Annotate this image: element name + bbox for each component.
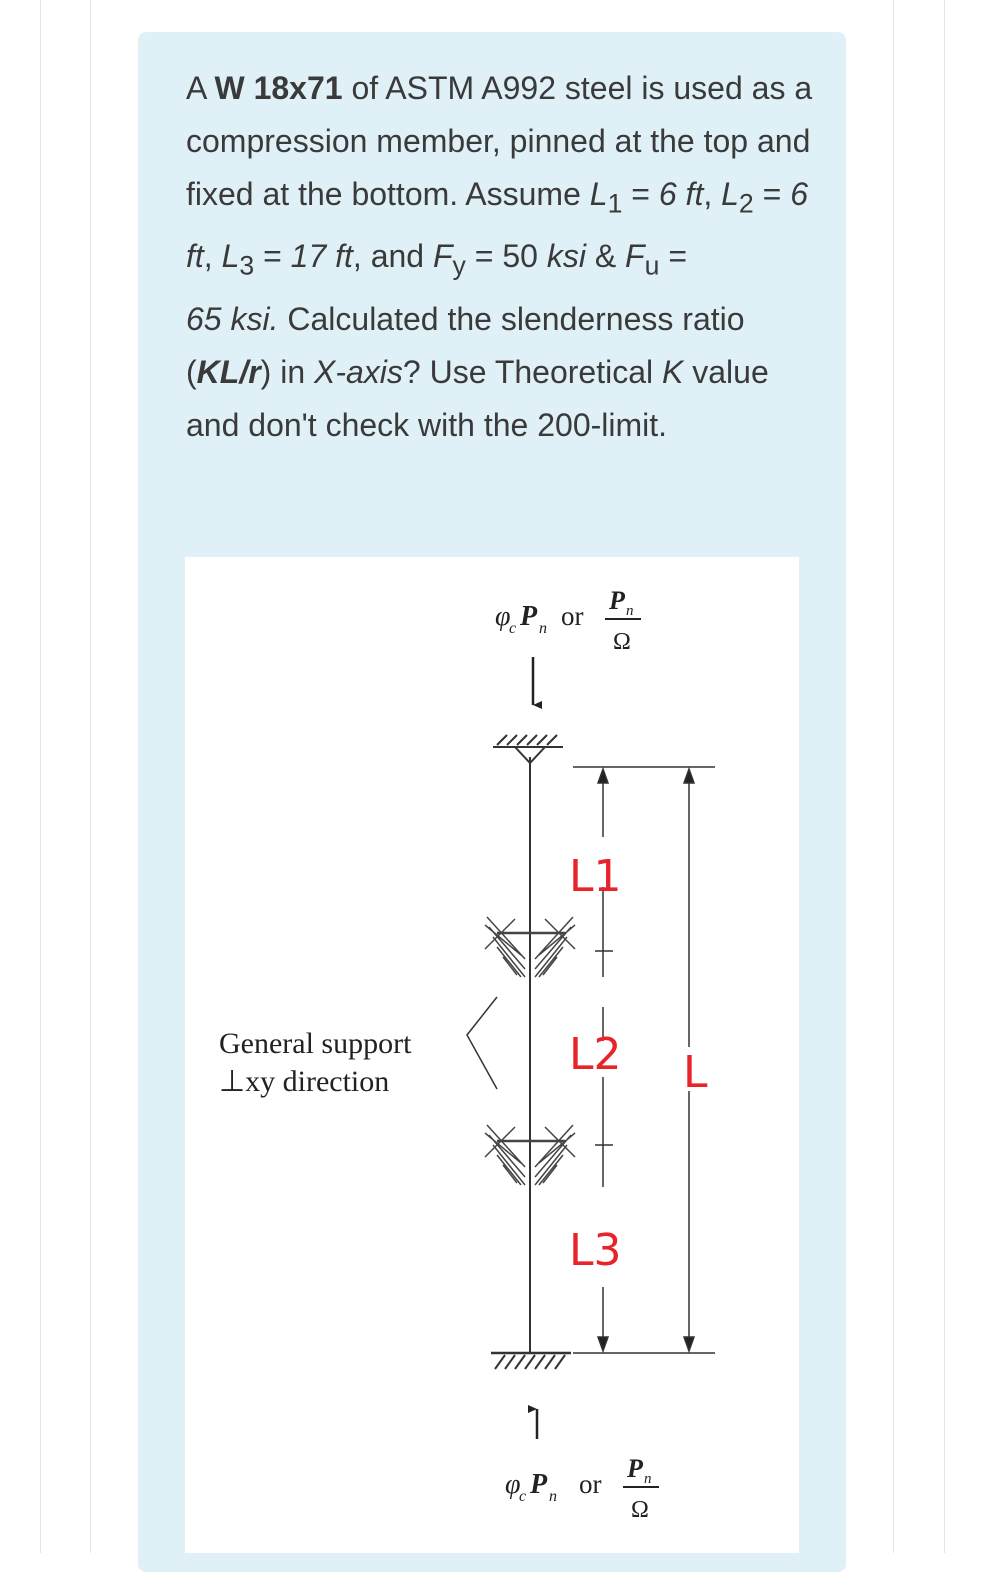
fraction-numerator-subscript: n — [644, 1471, 652, 1487]
dim-label-L2: L2 — [569, 1029, 622, 1080]
support-bracket — [467, 997, 497, 1089]
phi-subscript: c — [509, 620, 517, 637]
L2-symbol: L — [721, 176, 739, 212]
text-segment: & — [585, 238, 626, 275]
text-segment: , — [703, 176, 722, 212]
dim-label-L1: L1 — [569, 851, 622, 902]
L3-value: 17 ft — [290, 238, 353, 275]
Fy-unit: ksi — [546, 238, 586, 275]
phi-symbol: φ — [505, 1469, 521, 1500]
Fu-subscript: u — [644, 250, 660, 281]
Fy-subscript: y — [452, 250, 466, 281]
page-border-right — [944, 0, 945, 1553]
column-diagram — [185, 557, 799, 1553]
member-designation: W 18x71 — [214, 70, 343, 106]
text-segment: = — [753, 176, 791, 212]
text-segment: ) in — [260, 353, 314, 390]
L1-value: 6 ft — [658, 176, 704, 212]
dim-label-L3: L3 — [569, 1225, 622, 1276]
axis-name: X-axis — [314, 353, 403, 390]
page-border-left — [40, 0, 41, 1553]
Fy-symbol: F — [432, 238, 453, 275]
L3-symbol: L — [221, 238, 240, 275]
text-segment: = — [622, 176, 659, 212]
page-border-left-inner — [90, 0, 91, 1553]
dimension-labels — [569, 851, 708, 1276]
text-segment: Calculated the slenderness ratio ( — [186, 300, 745, 390]
K-symbol: K — [662, 353, 684, 390]
support-label — [219, 1027, 412, 1098]
slenderness-ratio: KL/r — [196, 353, 261, 390]
Fu-symbol: F — [625, 238, 645, 275]
phi-symbol: φ — [495, 601, 511, 632]
fraction-denominator: Ω — [613, 629, 631, 655]
top-load-label — [495, 586, 641, 655]
text-segment: , and — [352, 238, 433, 275]
P-subscript: n — [539, 620, 547, 637]
text-segment: of ASTM A992 steel is used as a compression member, pinned at the top and fixed at the bottom. Assume — [186, 70, 813, 212]
text-segment: value and don't check with the 200-limit. — [186, 353, 769, 443]
or-text: or — [561, 601, 584, 631]
bottom-fixed-support — [491, 1353, 571, 1369]
fraction-numerator: P — [609, 586, 625, 615]
L1-subscript: 1 — [607, 188, 623, 219]
or-text: or — [579, 1469, 602, 1499]
dim-label-L: L — [683, 1047, 708, 1098]
P-subscript: n — [549, 1488, 557, 1505]
Fu-value: 65 ksi. — [186, 300, 279, 337]
L2-value: 6 ft — [186, 176, 808, 275]
top-pin-support — [493, 735, 563, 763]
text-segment: = — [254, 238, 291, 275]
fraction-denominator: Ω — [631, 1497, 649, 1523]
L2-subscript: 2 — [738, 188, 754, 219]
phi-subscript: c — [519, 1488, 527, 1505]
P-symbol: P — [530, 1469, 548, 1500]
bottom-load-label — [505, 1454, 659, 1523]
page-border-right-inner — [893, 0, 894, 1553]
question-text — [186, 62, 826, 452]
L1-symbol: L — [589, 176, 608, 212]
text-segment: = 50 — [465, 238, 547, 275]
support-label-line2: ⊥xy direction — [219, 1065, 390, 1098]
text-segment: = — [659, 238, 687, 275]
fraction-numerator-subscript: n — [626, 603, 634, 619]
L3-subscript: 3 — [239, 250, 255, 281]
text-segment: , — [203, 238, 222, 275]
P-symbol: P — [520, 601, 538, 632]
fraction-numerator: P — [627, 1454, 643, 1483]
text-segment: ? Use Theoretical — [402, 353, 662, 390]
support-label-line1: General support — [219, 1027, 412, 1060]
text-segment: A — [186, 70, 215, 106]
